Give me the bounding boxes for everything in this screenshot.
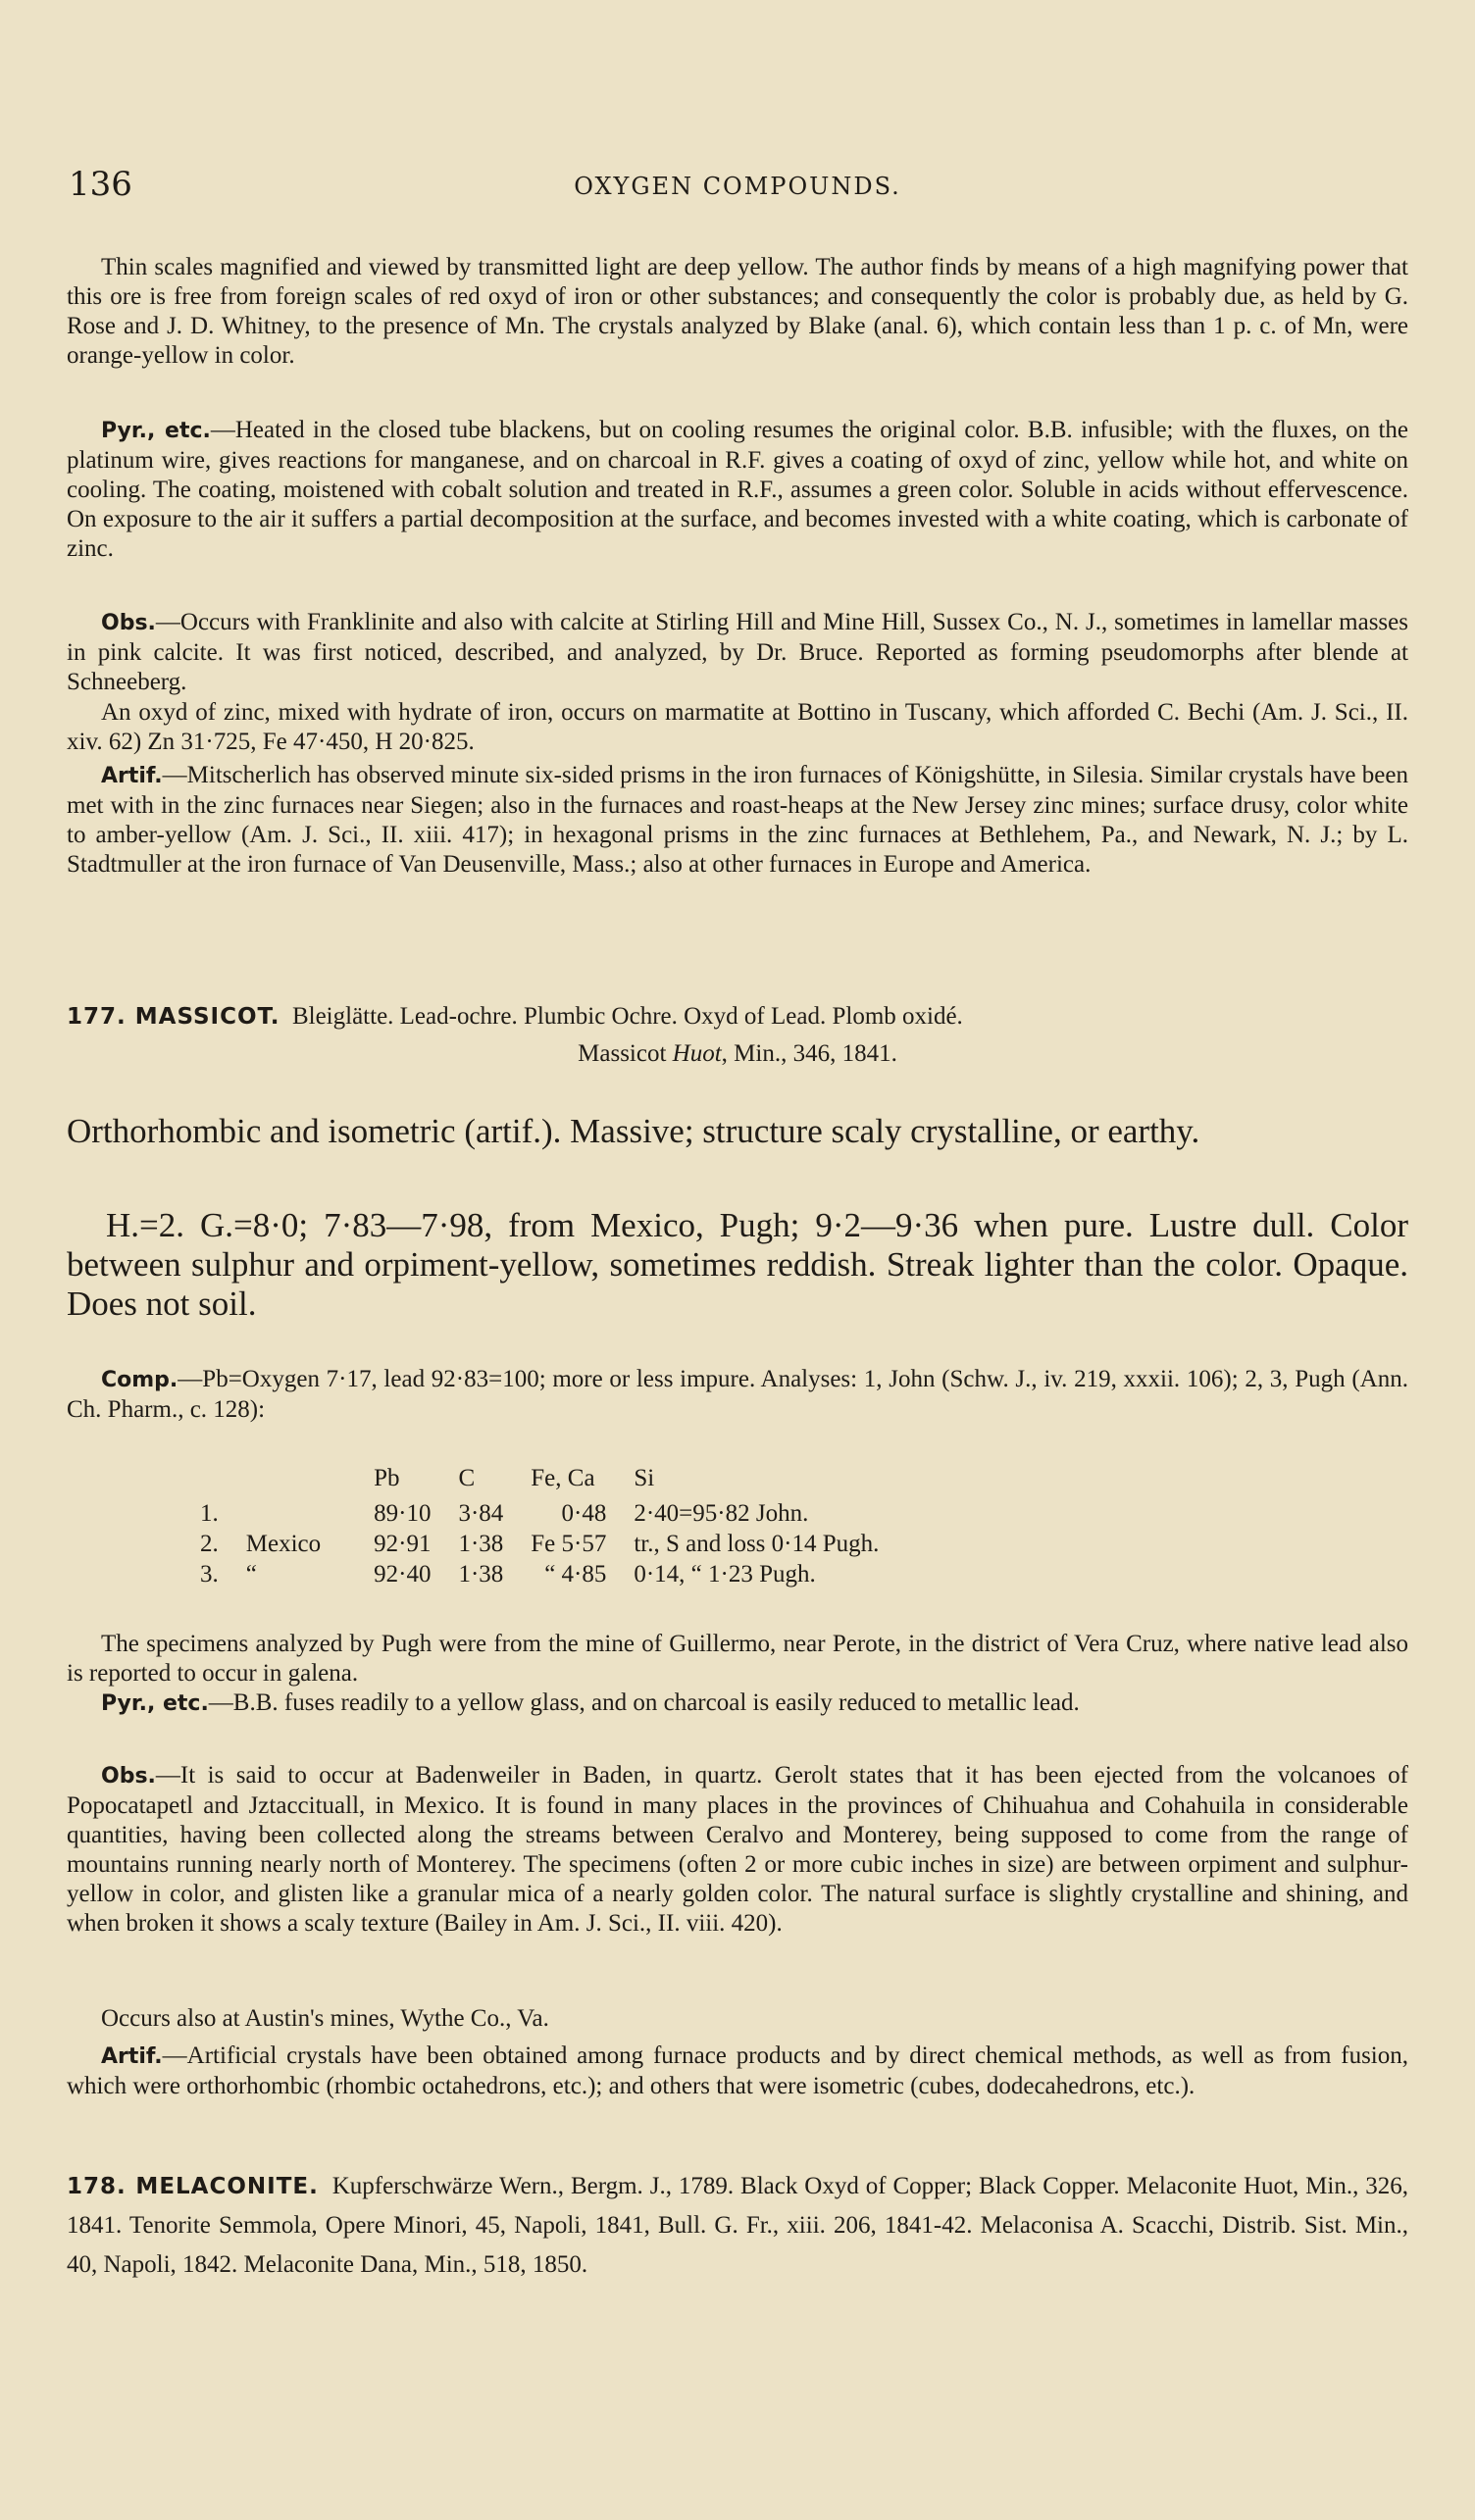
species-177-heading — [67, 998, 1408, 1073]
comp-text: —Pb=Oxygen 7·17, lead 92·83=100; more or less impure. Analyses: 1, John (Schw. J., iv. 219, xxxii. 106); 2, 3, Pugh (Ann. Ch. Pharm., c. 128): — [67, 1366, 1408, 1423]
massicot-obs-label: Obs. — [101, 1764, 156, 1789]
pyr-text: —Heated in the closed tube blackens, but on cooling resumes the original color. B.B. infusible; with the fluxes, on the platinum wire, gives reactions for manganese, and on charcoal in R.F. gives a coating of oxyd of zinc, yellow while hot, and white on cooling. The coating, moistened with cobalt solution and treated in R.F., assumes a green color. Soluble in acids without effervescence. On exposure to the air it suffers a partial decomposition at the surface, and becomes invested with a white coating, which is carbonate of zinc. — [67, 417, 1409, 562]
paragraph-zinc-oxyd: An oxyd of zinc, mixed with hydrate of iron, occurs on marmatite at Bottino in Tuscany, which afforded C. Bechi (Am. J. Sci., II. xiv. 62) Zn 31·725, Fe 47·450, H 20·825. — [67, 699, 1408, 755]
massicot-artif-label: Artif. — [101, 2044, 163, 2069]
artif-text: —Mitscherlich has observed minute six-sided prisms in the iron furnaces of Königshütte, in Silesia. Similar crystals have been met with in the zinc furnaces near Siegen; also in the furnaces and roast-heaps at the New Jersey zinc mines; surface drusy, color white to amber-yellow (Am. J. Sci., II. xiii. 417); in hexagonal prisms in the zinc furnaces at Bethlehem, Pa., and Newark, N. J.; by L. Stadtmuller at the iron furnace of Van Deusenville, Mass.; also at other furnaces in Europe and America. — [67, 762, 1408, 878]
paragraph-observations — [67, 608, 1408, 697]
massicot-crystallography: Orthorhombic and isometric (artif.). Massive; structure scaly crystalline, or earthy. — [67, 1112, 1200, 1150]
massicot-pyr-text: —B.B. fuses readily to a yellow glass, and on charcoal is easily reduced to metallic lead. — [208, 1689, 1080, 1716]
species-178-number: 178. MELACONITE. — [67, 2174, 319, 2199]
massicot-artif-text: —Artificial crystals have been obtained among furnace products and by direct chemical methods, as well as from fusion, which were orthorhombic (rhombic octahedrons, etc.); and others that were isometric (cubes, dodecahedrons, etc.). — [67, 2042, 1408, 2099]
obs-label: Obs. — [101, 611, 156, 635]
paragraph-artificial — [67, 761, 1408, 880]
table-row: 2. Mexico 92·91 1·38 Fe 5·57 tr., S and loss 0·14 Pugh. — [200, 1530, 880, 1557]
massicot-obs-text: —It is said to occur at Badenweiler in Baden, in quartz. Gerolt states that it has been ejected from the volcanoes of Popocatapetl and Jztaccituall, in Mexico. It is found in many places in the provinces of Chihuahua and Cohahuila in considerable quantities, having been collected along the streams between Ceralvo and Monterey, being supposed to come from the range of mountains running nearly north of Monterey. The specimens (often 2 or more cubic inches in size) are between orpiment and sulphur-yellow in color, and glisten like a granular mica of a nearly golden color. The natural surface is slightly crystalline and shining, and when broken it shows a scaly texture (Bailey in Am. J. Sci., II. viii. 420). — [67, 1762, 1408, 1937]
species-178-synonyms: Kupferschwärze Wern., Bergm. J., 1789. Black Oxyd of Copper; Black Copper. Melaconite Huot, Min., 326, 1841. Tenorite Semmola, Opere Minori, 45, Napoli, 1841, Bull. G. Fr., xiii. 206, 1841-42. Melaconisa A. Scacchi, Distrib. Sist. Min., 40, Napoli, 1842. Melaconite Dana, Min., 518, 1850. — [67, 2173, 1409, 2278]
massicot-artificial — [67, 2041, 1408, 2101]
page-header — [69, 165, 1406, 208]
paragraph-thin-scales: Thin scales magnified and viewed by transmitted light are deep yellow. The author finds by means of a high magnifying power that this ore is free from foreign scales of red oxyd of iron or other substances; and consequently the color is probably due, as held by G. Rose and J. D. Whitney, to the presence of Mn. The crystals analyzed by Blake (anal. 6), which contain less than 1 p. c. of Mn, were orange-yellow in color. — [67, 254, 1408, 369]
running-title: OXYGEN COMPOUNDS. — [574, 173, 901, 200]
species-177-number: 177. MASSICOT. — [67, 1004, 280, 1030]
massicot-pyr-label: Pyr., etc. — [101, 1691, 209, 1716]
pyr-label: Pyr., etc. — [101, 419, 211, 443]
massicot-observations — [67, 1761, 1408, 1939]
massicot-composition — [67, 1365, 1408, 1425]
obs-text: —Occurs with Franklinite and also with calcite at Stirling Hill and Mine Hill, Sussex Co., N. J., sometimes in lamellar masses in pink calcite. It was first noticed, described, and analyzed, by Dr. Bruce. Reported as forming pseudomorphs after blende at Schneeberg. — [67, 609, 1408, 695]
paragraph-pyrognostics — [67, 416, 1408, 564]
page-number: 136 — [69, 165, 132, 204]
table-row: 3. “ 92·40 1·38 “ 4·85 0·14, “ 1·23 Pugh. — [200, 1560, 816, 1588]
analyses-table — [186, 1459, 892, 1589]
massicot-pyrognostics — [67, 1688, 1408, 1719]
species-177-synonyms: Bleiglätte. Lead-ochre. Plumbic Ochre. Oxyd of Lead. Plomb oxidé. — [291, 1003, 963, 1030]
massicot-specimens: The specimens analyzed by Pugh were from the mine of Guillermo, near Perote, in the district of Vera Cruz, where native lead also is reported to occur in galena. — [67, 1631, 1408, 1687]
species-177-reference: Massicot Huot, Min., 346, 1841. — [578, 1040, 897, 1067]
table-row: 1. 89·10 3·84 0·48 2·40=95·82 John. — [200, 1499, 809, 1527]
massicot-austin: Occurs also at Austin's mines, Wythe Co., Va. — [101, 2005, 549, 2032]
artif-label: Artif. — [101, 764, 163, 788]
table-header-row: Pb C Fe, Ca Si — [374, 1465, 655, 1491]
comp-label: Comp. — [101, 1368, 178, 1392]
species-178-heading — [67, 2167, 1408, 2285]
massicot-physical-properties: H.=2. G.=8·0; 7·83—7·98, from Mexico, Pugh; 9·2—9·36 when pure. Lustre dull. Color between sulphur and orpiment-yellow, sometimes reddish. Streak lighter than the color. Opaque. Does not soil. — [67, 1206, 1408, 1323]
